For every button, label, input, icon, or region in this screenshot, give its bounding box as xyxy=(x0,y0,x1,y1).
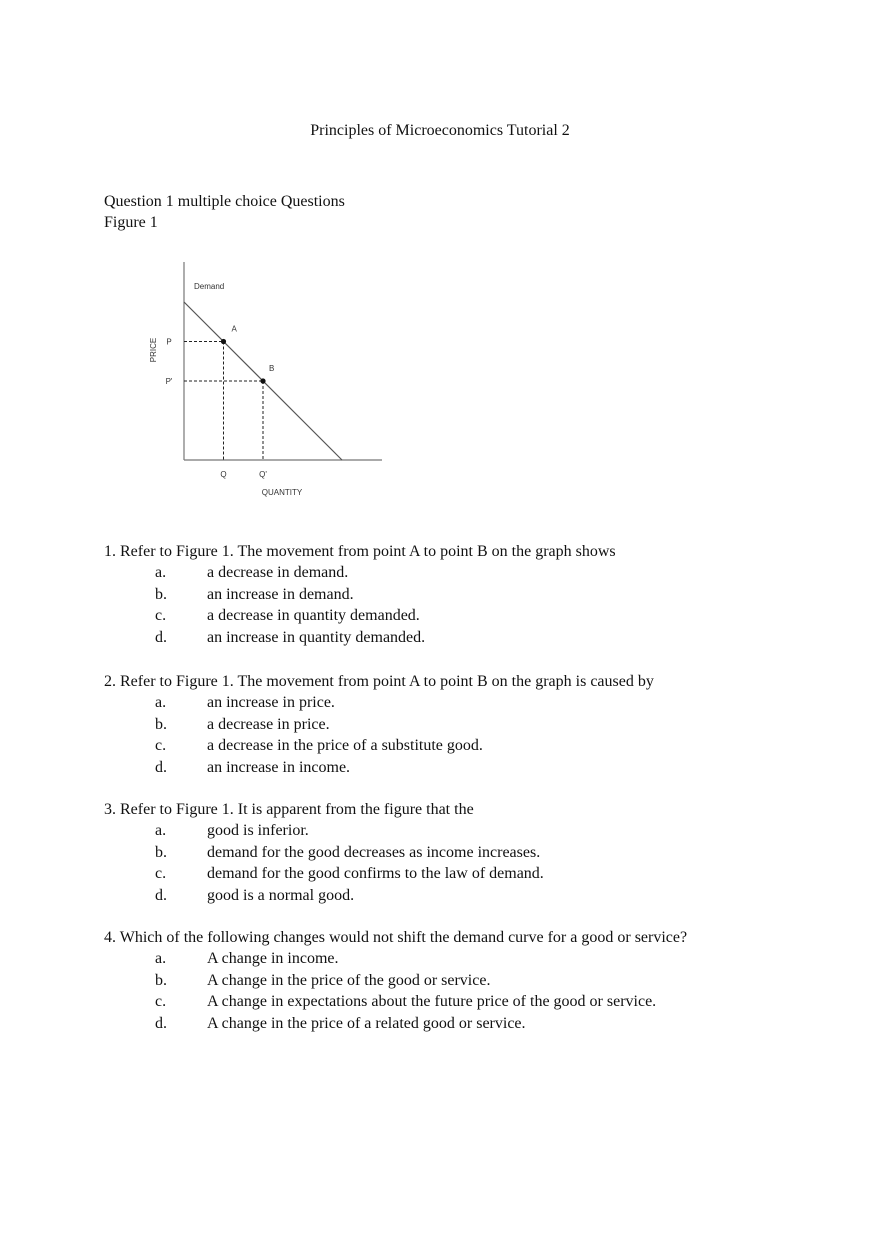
answer-option xyxy=(104,562,616,584)
option-text: A change in the price of a related good or service. xyxy=(207,1014,526,1032)
answer-option xyxy=(104,970,687,992)
option-letter: d. xyxy=(155,758,167,776)
option-text: a decrease in the price of a substitute good. xyxy=(207,737,483,754)
question-2 xyxy=(104,671,654,778)
option-letter: b. xyxy=(155,585,167,603)
question-4 xyxy=(104,927,687,1034)
answer-option xyxy=(104,1013,687,1035)
option-letter: b. xyxy=(155,715,167,733)
answer-option xyxy=(104,714,654,736)
answer-option xyxy=(104,584,616,606)
question-stem: 3. Refer to Figure 1. It is apparent from the figure that the xyxy=(104,801,474,818)
option-text: good is inferior. xyxy=(207,822,309,839)
demand-series-label: Demand xyxy=(194,282,225,291)
x-tick-label-q: Q xyxy=(220,470,227,479)
option-text: A change in income. xyxy=(207,950,339,967)
answer-option xyxy=(104,948,687,970)
answer-option xyxy=(104,605,616,627)
demand-figure xyxy=(140,258,400,508)
point-b-marker xyxy=(260,378,265,383)
question-stem: 1. Refer to Figure 1. The movement from point A to point B on the graph shows xyxy=(104,543,616,560)
option-text: good is a normal good. xyxy=(207,886,355,904)
option-text: A change in the price of the good or service. xyxy=(207,971,491,989)
answer-option xyxy=(104,692,654,714)
figure-label: Figure 1 xyxy=(104,214,158,231)
option-letter: a. xyxy=(155,564,167,581)
option-letter: c. xyxy=(155,607,167,624)
option-text: an increase in income. xyxy=(207,758,351,776)
option-text: demand for the good decreases as income increases. xyxy=(207,843,541,861)
option-letter: d. xyxy=(155,1014,167,1032)
document-title: Principles of Microeconomics Tutorial 2 xyxy=(310,122,570,139)
answer-option xyxy=(104,820,474,842)
option-letter: b. xyxy=(155,971,167,989)
option-text: A change in expectations about the future price of the good or service. xyxy=(207,993,657,1010)
option-text: demand for the good confirms to the law of demand. xyxy=(207,865,544,882)
x-axis-label: QUANTITY xyxy=(261,488,303,497)
y-axis-label: PRICE xyxy=(149,337,158,363)
option-letter: b. xyxy=(155,843,167,861)
option-letter: c. xyxy=(155,993,167,1010)
option-letter: d. xyxy=(155,628,167,646)
option-text: a decrease in quantity demanded. xyxy=(207,607,420,624)
option-letter: c. xyxy=(155,737,167,754)
point-a-label: A xyxy=(231,324,237,334)
answer-option xyxy=(104,885,474,907)
point-b-label: B xyxy=(269,364,275,373)
section-heading: Question 1 multiple choice Questions xyxy=(104,193,345,210)
demand-chart-svg xyxy=(140,258,400,508)
option-text: an increase in quantity demanded. xyxy=(207,628,426,646)
question-stem: 4. Which of the following changes would not shift the demand curve for a good or service? xyxy=(104,929,688,946)
x-tick-label-q-prime: Q' xyxy=(259,470,267,479)
question-1 xyxy=(104,541,616,648)
option-letter: a. xyxy=(155,694,167,711)
question-stem: 2. Refer to Figure 1. The movement from point A to point B on the graph is caused by xyxy=(104,673,654,690)
point-a-marker xyxy=(221,339,226,344)
option-letter: c. xyxy=(155,865,167,882)
answer-option xyxy=(104,627,616,649)
answer-option xyxy=(104,991,687,1013)
option-letter: d. xyxy=(155,886,167,904)
answer-option xyxy=(104,842,541,864)
y-tick-label-p-prime: P' xyxy=(165,377,173,386)
option-text: an increase in demand. xyxy=(207,585,354,603)
y-tick-label-p: P xyxy=(166,337,172,347)
option-text: a decrease in demand. xyxy=(207,564,349,581)
option-text: an increase in price. xyxy=(207,694,335,711)
option-text: a decrease in price. xyxy=(207,715,330,733)
option-letter: a. xyxy=(155,822,167,839)
question-3 xyxy=(104,799,544,906)
answer-option xyxy=(104,863,544,885)
answer-option xyxy=(104,735,654,757)
option-letter: a. xyxy=(155,950,167,967)
answer-option xyxy=(104,757,654,779)
